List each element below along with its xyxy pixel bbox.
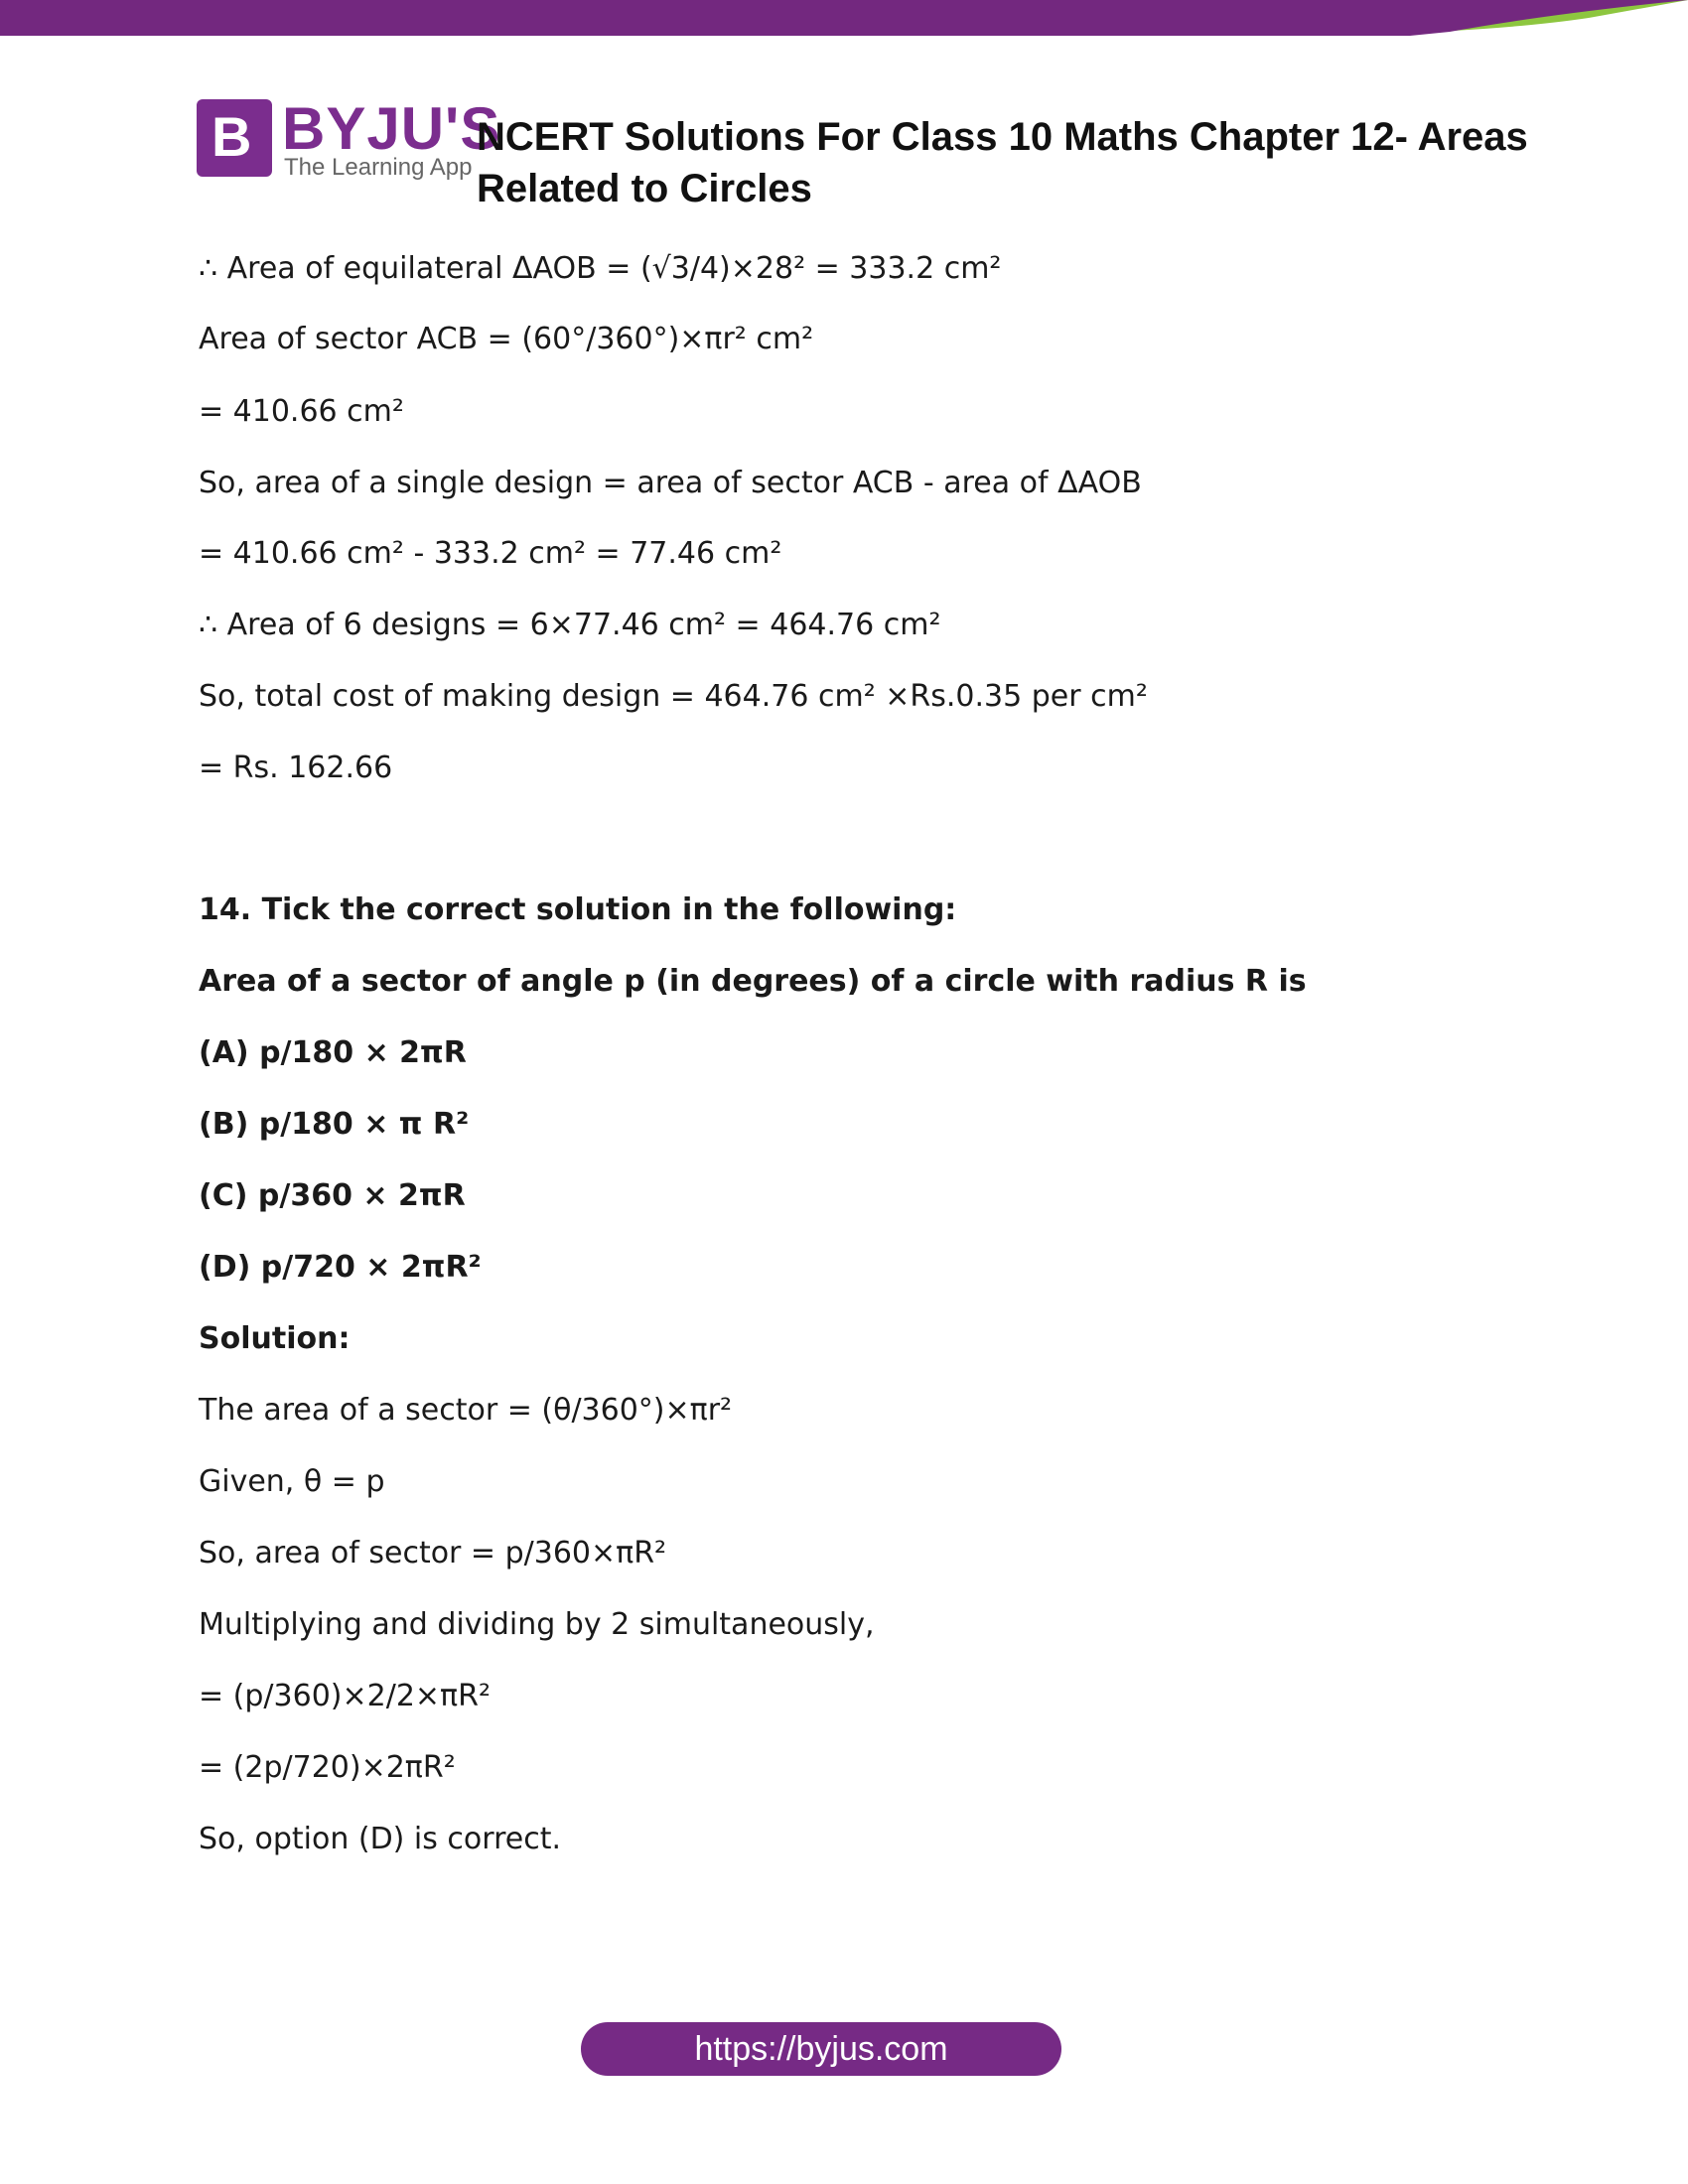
option-a: (A) p/180 × 2πR bbox=[199, 1035, 467, 1070]
text-line: Given, θ = p bbox=[199, 1464, 385, 1499]
question-heading: 14. Tick the correct solution in the following: bbox=[199, 892, 957, 927]
text-line: Multiplying and dividing by 2 simultaneously, bbox=[199, 1607, 875, 1642]
text-line: = 410.66 cm² bbox=[199, 394, 404, 429]
text-line: Area of sector ACB = (60°/360°)×πr² cm² bbox=[199, 322, 814, 356]
text-line: ∴ Area of 6 designs = 6×77.46 cm² = 464.76 cm² bbox=[199, 608, 941, 642]
text-line: ∴ Area of equilateral ΔAOB = (√3/4)×28² = 333.2 cm² bbox=[199, 251, 1002, 286]
logo-wordmark: BYJU'S bbox=[282, 95, 501, 162]
logo-letter: B bbox=[211, 105, 252, 168]
logo-badge bbox=[197, 99, 272, 177]
page-title bbox=[477, 111, 1589, 214]
text-line: So, area of sector = p/360×πR² bbox=[199, 1536, 667, 1570]
text-line: = Rs. 162.66 bbox=[199, 751, 393, 785]
text-line: So, total cost of making design = 464.76 cm² ×Rs.0.35 per cm² bbox=[199, 679, 1148, 714]
text-line: = (p/360)×2/2×πR² bbox=[199, 1679, 491, 1713]
option-d: (D) p/720 × 2πR² bbox=[199, 1250, 482, 1285]
logo-tagline: The Learning App bbox=[284, 154, 473, 181]
byjus-logo bbox=[197, 95, 501, 181]
question-text: Area of a sector of angle p (in degrees) of a circle with radius R is bbox=[199, 964, 1307, 999]
text-line: So, area of a single design = area of sector ACB - area of ΔAOB bbox=[199, 466, 1142, 500]
option-c: (C) p/360 × 2πR bbox=[199, 1178, 466, 1213]
header-band bbox=[0, 0, 1688, 60]
page-title-line-2: Related to Circles bbox=[477, 167, 812, 210]
text-line: The area of a sector = (θ/360°)×πr² bbox=[199, 1393, 733, 1428]
option-b: (B) p/180 × π R² bbox=[199, 1107, 470, 1142]
text-line: = 410.66 cm² - 333.2 cm² = 77.46 cm² bbox=[199, 536, 782, 571]
footer-url-link[interactable]: https://byjus.com bbox=[581, 2022, 1061, 2076]
text-line: So, option (D) is correct. bbox=[199, 1822, 561, 1856]
page-title-line-1: NCERT Solutions For Class 10 Maths Chapter 12- Areas bbox=[477, 115, 1528, 159]
solution-heading: Solution: bbox=[199, 1321, 351, 1356]
text-line: = (2p/720)×2πR² bbox=[199, 1750, 456, 1785]
